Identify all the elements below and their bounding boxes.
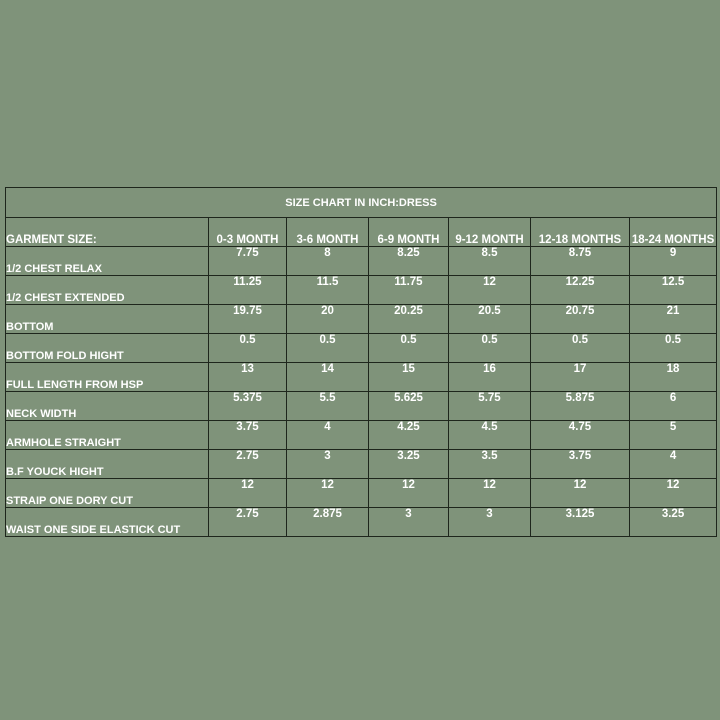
measurement-value: 7.75 (209, 247, 287, 276)
size-header: 18-24 MONTHS (630, 218, 717, 247)
measurement-value: 16 (449, 363, 531, 392)
measurement-value: 6 (630, 392, 717, 421)
measurement-label: BOTTOM FOLD HIGHT (6, 334, 209, 363)
measurement-value: 5.5 (287, 392, 369, 421)
measurement-value: 18 (630, 363, 717, 392)
measurement-value: 3.5 (449, 450, 531, 479)
size-header: 6-9 MONTH (369, 218, 449, 247)
measurement-label: FULL LENGTH FROM HSP (6, 363, 209, 392)
measurement-value: 12 (287, 479, 369, 508)
measurement-value: 11.5 (287, 276, 369, 305)
table-row (6, 450, 717, 479)
measurement-value: 3.25 (630, 508, 717, 537)
measurement-value: 0.5 (209, 334, 287, 363)
measurement-value: 3.25 (369, 450, 449, 479)
measurement-value: 20 (287, 305, 369, 334)
garment-size-label: GARMENT SIZE: (6, 218, 209, 247)
measurement-label: WAIST ONE SIDE ELASTICK CUT (6, 508, 209, 537)
measurement-label: ARMHOLE STRAIGHT (6, 421, 209, 450)
measurement-value: 12.25 (531, 276, 630, 305)
measurement-value: 4 (630, 450, 717, 479)
chart-title: SIZE CHART IN INCH:DRESS (6, 188, 717, 218)
measurement-value: 8.75 (531, 247, 630, 276)
measurement-value: 4.75 (531, 421, 630, 450)
measurement-value: 12 (369, 479, 449, 508)
measurement-value: 21 (630, 305, 717, 334)
table-row (6, 276, 717, 305)
header-row (6, 218, 717, 247)
measurement-value: 12.5 (630, 276, 717, 305)
table-row (6, 247, 717, 276)
measurement-value: 5.75 (449, 392, 531, 421)
measurement-value: 19.75 (209, 305, 287, 334)
measurement-value: 5.375 (209, 392, 287, 421)
measurement-value: 12 (209, 479, 287, 508)
measurement-value: 2.75 (209, 450, 287, 479)
measurement-value: 4.5 (449, 421, 531, 450)
measurement-value: 12 (531, 479, 630, 508)
measurement-value: 3.75 (209, 421, 287, 450)
measurement-value: 2.875 (287, 508, 369, 537)
measurement-label: B.F YOUCK HIGHT (6, 450, 209, 479)
measurement-value: 0.5 (630, 334, 717, 363)
title-row (6, 188, 717, 218)
measurement-value: 11.25 (209, 276, 287, 305)
measurement-value: 0.5 (287, 334, 369, 363)
measurement-value: 12 (449, 479, 531, 508)
measurement-value: 2.75 (209, 508, 287, 537)
measurement-value: 8.5 (449, 247, 531, 276)
measurement-value: 3.125 (531, 508, 630, 537)
table-row (6, 363, 717, 392)
measurement-label: BOTTOM (6, 305, 209, 334)
measurement-value: 20.75 (531, 305, 630, 334)
measurement-label: NECK WIDTH (6, 392, 209, 421)
measurement-value: 11.75 (369, 276, 449, 305)
measurement-value: 8.25 (369, 247, 449, 276)
measurement-value: 3 (449, 508, 531, 537)
measurement-value: 12 (630, 479, 717, 508)
measurement-value: 5.625 (369, 392, 449, 421)
size-header: 3-6 MONTH (287, 218, 369, 247)
measurement-label: STRAIP ONE DORY CUT (6, 479, 209, 508)
measurement-value: 0.5 (369, 334, 449, 363)
table-row (6, 421, 717, 450)
measurement-value: 3 (369, 508, 449, 537)
measurement-value: 12 (449, 276, 531, 305)
size-header: 12-18 MONTHS (531, 218, 630, 247)
table-row (6, 479, 717, 508)
measurement-value: 5 (630, 421, 717, 450)
size-chart-table (5, 187, 717, 537)
measurement-label: 1/2 CHEST RELAX (6, 247, 209, 276)
measurement-value: 20.5 (449, 305, 531, 334)
table-row (6, 334, 717, 363)
table-row (6, 508, 717, 537)
measurement-value: 15 (369, 363, 449, 392)
measurement-value: 3.75 (531, 450, 630, 479)
measurement-value: 3 (287, 450, 369, 479)
table-row (6, 392, 717, 421)
measurement-value: 5.875 (531, 392, 630, 421)
measurement-value: 14 (287, 363, 369, 392)
table-row (6, 305, 717, 334)
measurement-value: 4 (287, 421, 369, 450)
measurement-value: 8 (287, 247, 369, 276)
measurement-value: 0.5 (531, 334, 630, 363)
measurement-value: 4.25 (369, 421, 449, 450)
measurement-value: 17 (531, 363, 630, 392)
measurement-value: 13 (209, 363, 287, 392)
measurement-label: 1/2 CHEST EXTENDED (6, 276, 209, 305)
size-header: 9-12 MONTH (449, 218, 531, 247)
measurement-value: 0.5 (449, 334, 531, 363)
size-header: 0-3 MONTH (209, 218, 287, 247)
measurement-value: 20.25 (369, 305, 449, 334)
measurement-value: 9 (630, 247, 717, 276)
